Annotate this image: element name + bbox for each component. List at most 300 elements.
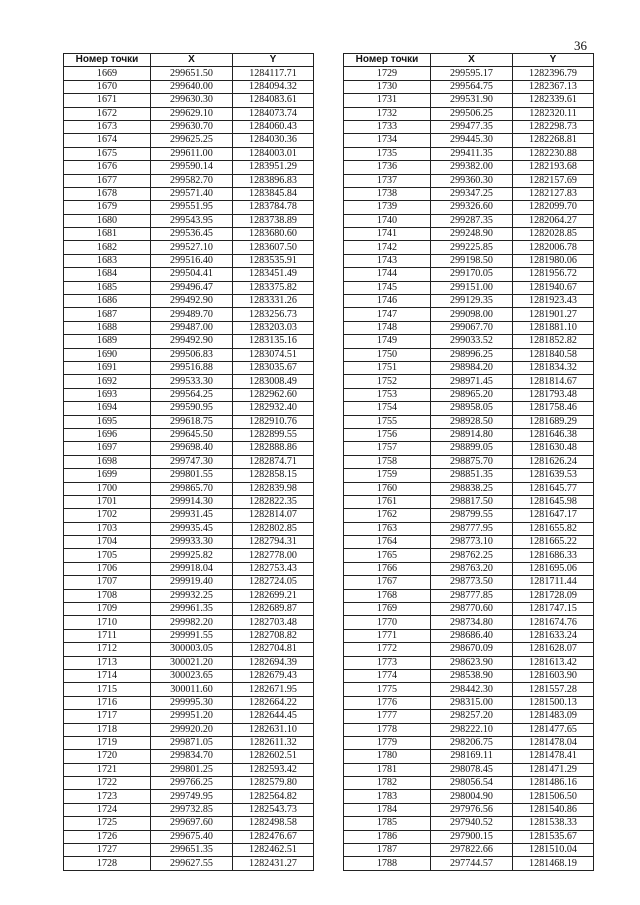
point-number-cell: 1781 [344, 763, 431, 776]
x-coordinate-cell: 299496.47 [151, 281, 233, 294]
y-coordinate-cell: 1283784.78 [233, 201, 314, 214]
y-coordinate-cell: 1282644.45 [233, 710, 314, 723]
x-coordinate-cell: 298442.30 [431, 683, 513, 696]
x-coordinate-cell: 299931.45 [151, 509, 233, 522]
table-row [344, 696, 594, 709]
point-number-cell: 1733 [344, 120, 431, 133]
x-coordinate-cell: 299834.70 [151, 750, 233, 763]
x-coordinate-cell: 298670.09 [431, 643, 513, 656]
x-coordinate-cell: 298734.80 [431, 616, 513, 629]
table-row [64, 375, 314, 388]
y-coordinate-cell: 1284060.43 [233, 120, 314, 133]
table-header-row [64, 54, 314, 67]
table-row [64, 643, 314, 656]
table-row [64, 214, 314, 227]
y-coordinate-cell: 1282699.21 [233, 589, 314, 602]
point-number-cell: 1769 [344, 603, 431, 616]
table-row [344, 790, 594, 803]
y-coordinate-cell: 1281840.58 [513, 348, 594, 361]
y-coordinate-cell: 1281633.24 [513, 629, 594, 642]
y-coordinate-cell: 1282320.11 [513, 107, 594, 120]
x-coordinate-cell: 298169.11 [431, 750, 513, 763]
y-coordinate-cell: 1282839.98 [233, 482, 314, 495]
table-row [64, 629, 314, 642]
table-row [344, 348, 594, 361]
table-row [64, 669, 314, 682]
point-number-cell: 1763 [344, 522, 431, 535]
point-number-cell: 1708 [64, 589, 151, 602]
x-coordinate-cell: 298777.95 [431, 522, 513, 535]
y-coordinate-cell: 1282664.22 [233, 696, 314, 709]
table-row [64, 241, 314, 254]
y-coordinate-cell: 1282631.10 [233, 723, 314, 736]
table-row [344, 777, 594, 790]
point-number-cell: 1701 [64, 495, 151, 508]
y-coordinate-cell: 1281626.24 [513, 455, 594, 468]
table-row [344, 669, 594, 682]
table-row [64, 268, 314, 281]
point-number-cell: 1726 [64, 830, 151, 843]
x-coordinate-cell: 298817.50 [431, 495, 513, 508]
table-row [64, 603, 314, 616]
table-row [344, 643, 594, 656]
y-coordinate-cell: 1282932.40 [233, 402, 314, 415]
table-row [344, 187, 594, 200]
x-coordinate-cell: 299326.60 [431, 201, 513, 214]
x-coordinate-cell: 299801.55 [151, 469, 233, 482]
x-coordinate-cell: 299489.70 [151, 308, 233, 321]
point-number-cell: 1670 [64, 80, 151, 93]
point-number-cell: 1752 [344, 375, 431, 388]
point-number-cell: 1694 [64, 402, 151, 415]
table-row [344, 509, 594, 522]
y-coordinate-cell: 1281486.16 [513, 777, 594, 790]
y-coordinate-cell: 1282703.48 [233, 616, 314, 629]
table-row [344, 629, 594, 642]
x-coordinate-cell: 300021.20 [151, 656, 233, 669]
point-number-cell: 1739 [344, 201, 431, 214]
x-coordinate-cell: 298971.45 [431, 375, 513, 388]
x-coordinate-cell: 300023.65 [151, 669, 233, 682]
y-coordinate-cell: 1282498.58 [233, 817, 314, 830]
x-coordinate-cell: 298078.45 [431, 763, 513, 776]
y-coordinate-cell: 1281483.09 [513, 710, 594, 723]
point-number-cell: 1690 [64, 348, 151, 361]
x-coordinate-cell: 299629.10 [151, 107, 233, 120]
y-coordinate-cell: 1281639.53 [513, 469, 594, 482]
table-row [344, 174, 594, 187]
point-number-cell: 1714 [64, 669, 151, 682]
y-coordinate-cell: 1281646.38 [513, 428, 594, 441]
x-coordinate-cell: 299225.85 [431, 241, 513, 254]
x-coordinate-cell: 299697.60 [151, 817, 233, 830]
table-row [64, 522, 314, 535]
x-coordinate-cell: 299198.50 [431, 254, 513, 267]
table-row [344, 522, 594, 535]
table-row [64, 830, 314, 843]
table-row [64, 428, 314, 441]
x-coordinate-cell: 299871.05 [151, 736, 233, 749]
point-number-cell: 1725 [64, 817, 151, 830]
point-number-cell: 1751 [344, 361, 431, 374]
x-coordinate-cell: 299995.30 [151, 696, 233, 709]
x-coordinate-cell: 299564.25 [151, 388, 233, 401]
point-number-cell: 1754 [344, 402, 431, 415]
y-coordinate-cell: 1281814.67 [513, 375, 594, 388]
y-coordinate-cell: 1283135.16 [233, 335, 314, 348]
x-coordinate-cell: 299170.05 [431, 268, 513, 281]
point-number-cell: 1686 [64, 295, 151, 308]
x-coordinate-cell: 298773.10 [431, 536, 513, 549]
point-number-cell: 1704 [64, 536, 151, 549]
table-row [64, 388, 314, 401]
table-row [344, 656, 594, 669]
point-number-cell: 1696 [64, 428, 151, 441]
table-row [344, 308, 594, 321]
table-row [344, 616, 594, 629]
y-coordinate-cell: 1281695.06 [513, 562, 594, 575]
point-number-cell: 1681 [64, 228, 151, 241]
point-number-cell: 1768 [344, 589, 431, 602]
point-number-cell: 1720 [64, 750, 151, 763]
table-row [344, 147, 594, 160]
x-coordinate-cell: 298004.90 [431, 790, 513, 803]
y-coordinate-cell: 1282724.05 [233, 576, 314, 589]
table-row [344, 562, 594, 575]
x-coordinate-cell: 298899.05 [431, 442, 513, 455]
table-row [64, 348, 314, 361]
x-coordinate-cell: 299925.82 [151, 549, 233, 562]
y-coordinate-cell: 1281647.17 [513, 509, 594, 522]
y-coordinate-cell: 1281506.50 [513, 790, 594, 803]
point-number-cell: 1785 [344, 817, 431, 830]
x-coordinate-cell: 298838.25 [431, 482, 513, 495]
point-number-cell: 1756 [344, 428, 431, 441]
table-row [344, 321, 594, 334]
point-number-cell: 1684 [64, 268, 151, 281]
y-coordinate-cell: 1282694.39 [233, 656, 314, 669]
x-coordinate-cell: 299651.35 [151, 844, 233, 857]
x-coordinate-cell: 299098.00 [431, 308, 513, 321]
point-number-cell: 1743 [344, 254, 431, 267]
x-coordinate-cell: 299611.00 [151, 147, 233, 160]
y-coordinate-cell: 1282822.35 [233, 495, 314, 508]
point-number-cell: 1669 [64, 67, 151, 80]
table-row [344, 80, 594, 93]
y-coordinate-cell: 1281711.44 [513, 576, 594, 589]
point-number-cell: 1777 [344, 710, 431, 723]
table-row [344, 228, 594, 241]
table-row [344, 107, 594, 120]
y-coordinate-cell: 1282064.27 [513, 214, 594, 227]
x-coordinate-cell: 299914.30 [151, 495, 233, 508]
x-coordinate-cell: 299516.40 [151, 254, 233, 267]
table-row [64, 495, 314, 508]
point-number-cell: 1723 [64, 790, 151, 803]
table-row [344, 214, 594, 227]
table-row [64, 80, 314, 93]
point-number-cell: 1685 [64, 281, 151, 294]
point-number-cell: 1767 [344, 576, 431, 589]
header-point-number: Номер точки [344, 54, 431, 67]
y-coordinate-cell: 1281793.48 [513, 388, 594, 401]
point-number-cell: 1718 [64, 723, 151, 736]
table-row [64, 134, 314, 147]
table-row [64, 94, 314, 107]
x-coordinate-cell: 298762.25 [431, 549, 513, 562]
point-number-cell: 1702 [64, 509, 151, 522]
table-row [344, 241, 594, 254]
x-coordinate-cell: 299801.25 [151, 763, 233, 776]
table-row [64, 803, 314, 816]
x-coordinate-cell: 298056.54 [431, 777, 513, 790]
x-coordinate-cell: 298257.20 [431, 710, 513, 723]
x-coordinate-cell: 299360.30 [431, 174, 513, 187]
point-number-cell: 1717 [64, 710, 151, 723]
y-coordinate-cell: 1282708.82 [233, 629, 314, 642]
point-number-cell: 1682 [64, 241, 151, 254]
y-coordinate-cell: 1281940.67 [513, 281, 594, 294]
x-coordinate-cell: 299445.30 [431, 134, 513, 147]
point-number-cell: 1711 [64, 629, 151, 642]
x-coordinate-cell: 298851.35 [431, 469, 513, 482]
x-coordinate-cell: 298799.55 [431, 509, 513, 522]
y-coordinate-cell: 1282671.95 [233, 683, 314, 696]
point-number-cell: 1771 [344, 629, 431, 642]
x-coordinate-cell: 299698.40 [151, 442, 233, 455]
point-number-cell: 1787 [344, 844, 431, 857]
x-coordinate-cell: 299067.70 [431, 321, 513, 334]
y-coordinate-cell: 1282193.68 [513, 161, 594, 174]
table-row [64, 616, 314, 629]
table-row [64, 107, 314, 120]
y-coordinate-cell: 1283451.49 [233, 268, 314, 281]
y-coordinate-cell: 1282753.43 [233, 562, 314, 575]
x-coordinate-cell: 299932.25 [151, 589, 233, 602]
x-coordinate-cell: 299533.30 [151, 375, 233, 388]
point-number-cell: 1761 [344, 495, 431, 508]
point-number-cell: 1705 [64, 549, 151, 562]
y-coordinate-cell: 1281901.27 [513, 308, 594, 321]
x-coordinate-cell: 299630.70 [151, 120, 233, 133]
x-coordinate-cell: 299951.20 [151, 710, 233, 723]
x-coordinate-cell: 299590.95 [151, 402, 233, 415]
x-coordinate-cell: 299536.45 [151, 228, 233, 241]
table-row [344, 549, 594, 562]
y-coordinate-cell: 1283738.89 [233, 214, 314, 227]
table-row [344, 120, 594, 133]
point-number-cell: 1740 [344, 214, 431, 227]
point-number-cell: 1759 [344, 469, 431, 482]
y-coordinate-cell: 1282396.79 [513, 67, 594, 80]
y-coordinate-cell: 1281923.43 [513, 295, 594, 308]
point-number-cell: 1697 [64, 442, 151, 455]
y-coordinate-cell: 1281468.19 [513, 857, 594, 870]
x-coordinate-cell: 299645.50 [151, 428, 233, 441]
point-number-cell: 1676 [64, 161, 151, 174]
x-coordinate-cell: 299582.70 [151, 174, 233, 187]
table-row [344, 844, 594, 857]
point-number-cell: 1727 [64, 844, 151, 857]
x-coordinate-cell: 299919.40 [151, 576, 233, 589]
point-number-cell: 1760 [344, 482, 431, 495]
table-row [64, 402, 314, 415]
point-number-cell: 1764 [344, 536, 431, 549]
x-coordinate-cell: 299504.41 [151, 268, 233, 281]
y-coordinate-cell: 1281630.48 [513, 442, 594, 455]
table-row [64, 482, 314, 495]
y-coordinate-cell: 1281478.41 [513, 750, 594, 763]
point-number-cell: 1735 [344, 147, 431, 160]
point-number-cell: 1762 [344, 509, 431, 522]
table-row [344, 817, 594, 830]
x-coordinate-cell: 299625.25 [151, 134, 233, 147]
point-number-cell: 1673 [64, 120, 151, 133]
y-coordinate-cell: 1281540.86 [513, 803, 594, 816]
point-number-cell: 1683 [64, 254, 151, 267]
y-coordinate-cell: 1282611.32 [233, 736, 314, 749]
point-number-cell: 1692 [64, 375, 151, 388]
x-coordinate-cell: 299991.55 [151, 629, 233, 642]
table-row [64, 777, 314, 790]
y-coordinate-cell: 1282543.73 [233, 803, 314, 816]
point-number-cell: 1707 [64, 576, 151, 589]
y-coordinate-cell: 1281674.76 [513, 616, 594, 629]
table-row [64, 321, 314, 334]
point-number-cell: 1786 [344, 830, 431, 843]
table-row [344, 603, 594, 616]
x-coordinate-cell: 299961.35 [151, 603, 233, 616]
table-row [64, 161, 314, 174]
y-coordinate-cell: 1282802.85 [233, 522, 314, 535]
table-row [344, 455, 594, 468]
table-row [344, 415, 594, 428]
y-coordinate-cell: 1282462.51 [233, 844, 314, 857]
y-coordinate-cell: 1282888.86 [233, 442, 314, 455]
x-coordinate-cell: 299590.14 [151, 161, 233, 174]
x-coordinate-cell: 299531.90 [431, 94, 513, 107]
point-number-cell: 1747 [344, 308, 431, 321]
x-coordinate-cell: 298914.80 [431, 428, 513, 441]
y-coordinate-cell: 1282268.81 [513, 134, 594, 147]
table-row [64, 683, 314, 696]
y-coordinate-cell: 1284030.36 [233, 134, 314, 147]
y-coordinate-cell: 1281603.90 [513, 669, 594, 682]
header-y: Y [513, 54, 594, 67]
point-number-cell: 1742 [344, 241, 431, 254]
y-coordinate-cell: 1281758.46 [513, 402, 594, 415]
point-number-cell: 1744 [344, 268, 431, 281]
point-number-cell: 1691 [64, 361, 151, 374]
x-coordinate-cell: 299933.30 [151, 536, 233, 549]
table-row [64, 844, 314, 857]
y-coordinate-cell: 1281956.72 [513, 268, 594, 281]
x-coordinate-cell: 299627.55 [151, 857, 233, 870]
y-coordinate-cell: 1282593.42 [233, 763, 314, 776]
y-coordinate-cell: 1281628.07 [513, 643, 594, 656]
table-row [344, 361, 594, 374]
x-coordinate-cell: 299382.00 [431, 161, 513, 174]
table-row [64, 736, 314, 749]
point-number-cell: 1724 [64, 803, 151, 816]
table-row [64, 562, 314, 575]
y-coordinate-cell: 1284083.61 [233, 94, 314, 107]
table-row [64, 254, 314, 267]
table-row [344, 67, 594, 80]
y-coordinate-cell: 1281538.33 [513, 817, 594, 830]
x-coordinate-cell: 299651.50 [151, 67, 233, 80]
table-row [344, 803, 594, 816]
point-number-cell: 1675 [64, 147, 151, 160]
x-coordinate-cell: 299640.00 [151, 80, 233, 93]
table-row [344, 428, 594, 441]
x-coordinate-cell: 298777.85 [431, 589, 513, 602]
point-number-cell: 1719 [64, 736, 151, 749]
y-coordinate-cell: 1282704.81 [233, 643, 314, 656]
x-coordinate-cell: 299918.04 [151, 562, 233, 575]
table-row [344, 857, 594, 870]
point-number-cell: 1766 [344, 562, 431, 575]
x-coordinate-cell: 298928.50 [431, 415, 513, 428]
point-number-cell: 1773 [344, 656, 431, 669]
table-row [64, 295, 314, 308]
table-row [344, 736, 594, 749]
header-x: X [151, 54, 233, 67]
table-row [344, 335, 594, 348]
y-coordinate-cell: 1281477.65 [513, 723, 594, 736]
point-number-cell: 1770 [344, 616, 431, 629]
table-row [64, 120, 314, 133]
y-coordinate-cell: 1283331.26 [233, 295, 314, 308]
table-row [64, 415, 314, 428]
point-number-cell: 1736 [344, 161, 431, 174]
y-coordinate-cell: 1281510.04 [513, 844, 594, 857]
table-row [344, 94, 594, 107]
y-coordinate-cell: 1282910.76 [233, 415, 314, 428]
y-coordinate-cell: 1281834.32 [513, 361, 594, 374]
y-coordinate-cell: 1283008.49 [233, 375, 314, 388]
header-y: Y [233, 54, 314, 67]
x-coordinate-cell: 299151.00 [431, 281, 513, 294]
x-coordinate-cell: 299248.90 [431, 228, 513, 241]
y-coordinate-cell: 1283896.83 [233, 174, 314, 187]
table-row [64, 469, 314, 482]
point-number-cell: 1753 [344, 388, 431, 401]
table-row [64, 576, 314, 589]
table-row [64, 589, 314, 602]
header-point-number: Номер точки [64, 54, 151, 67]
point-number-cell: 1738 [344, 187, 431, 200]
point-number-cell: 1722 [64, 777, 151, 790]
point-number-cell: 1712 [64, 643, 151, 656]
x-coordinate-cell: 299630.30 [151, 94, 233, 107]
point-number-cell: 1677 [64, 174, 151, 187]
table-row [64, 790, 314, 803]
table-row [344, 442, 594, 455]
table-row [64, 723, 314, 736]
point-number-cell: 1689 [64, 335, 151, 348]
y-coordinate-cell: 1281645.77 [513, 482, 594, 495]
table-row [344, 281, 594, 294]
table-row [344, 683, 594, 696]
x-coordinate-cell: 298538.90 [431, 669, 513, 682]
point-number-cell: 1750 [344, 348, 431, 361]
point-number-cell: 1680 [64, 214, 151, 227]
y-coordinate-cell: 1282339.61 [513, 94, 594, 107]
x-coordinate-cell: 299506.25 [431, 107, 513, 120]
x-coordinate-cell: 299551.95 [151, 201, 233, 214]
point-number-cell: 1745 [344, 281, 431, 294]
